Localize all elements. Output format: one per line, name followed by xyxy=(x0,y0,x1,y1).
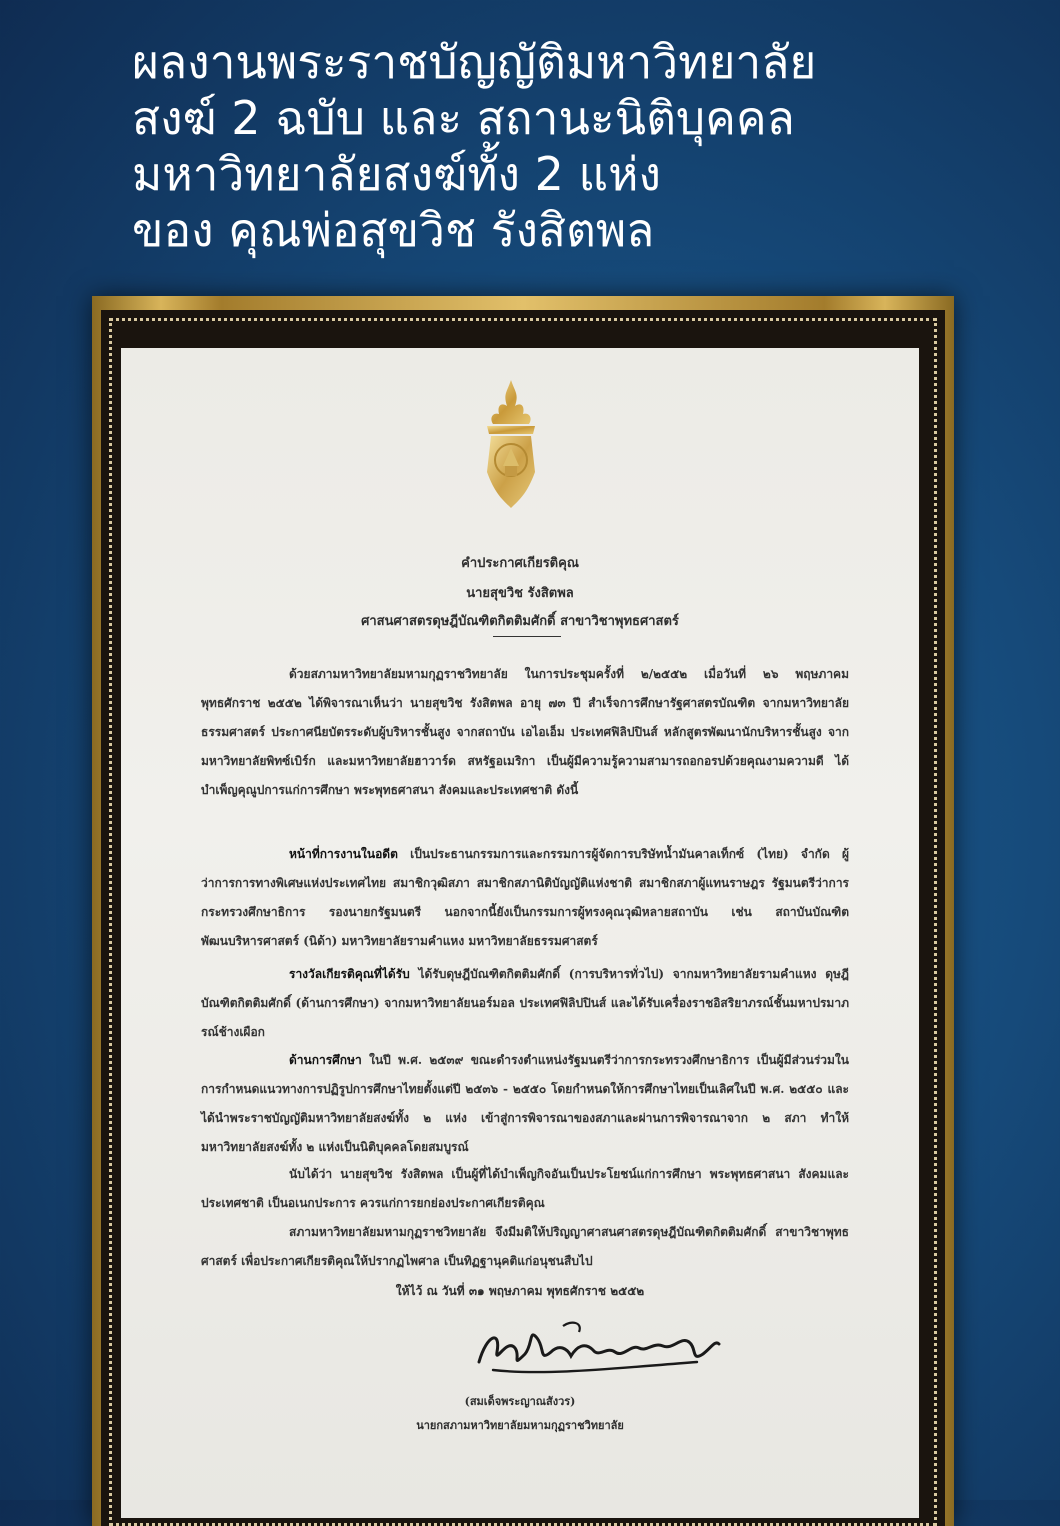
headline xyxy=(132,34,1012,258)
paragraph-career-lead: หน้าที่การงานในอดีต xyxy=(289,847,398,861)
paragraph-resolution-text: สภามหาวิทยาลัยมหามกุฏราชวิทยาลัย จึงมีมติให้ปริญญาศาสนศาสตรดุษฎีบัณฑิตกิตติมศักดิ์ สาขาวิชาพุทธศาสตร์ เพื่อประกาศเกียรติคุณให้ปรากฏไพศาล เป็นทิฏฐานุคติแก่อนุชนสืบไป xyxy=(201,1225,849,1268)
certificate-degree: ศาสนศาสตรดุษฎีบัณฑิตกิตติมศักดิ์ สาขาวิชาพุทธศาสตร์ xyxy=(361,614,679,629)
headline-line-3: มหาวิทยาลัยสงฆ์ทั้ง 2 แห่ง xyxy=(132,147,661,201)
headline-line-1: ผลงานพระราชบัญญัติมหาวิทยาลัย xyxy=(132,35,817,89)
paragraph-intro xyxy=(201,660,849,805)
paragraph-education xyxy=(201,1046,849,1162)
paragraph-career xyxy=(201,840,849,956)
paragraph-education-text: ในปี พ.ศ. ๒๕๓๙ ขณะดำรงตำแหน่งรัฐมนตรีว่าการกระทรวงศึกษาธิการ เป็นผู้มีส่วนร่วมในการกำหนดแนวทางการปฏิรูปการศึกษาไทยตั้งแต่ปี ๒๕๓๖ - ๒๕๕๐ โดยกำหนดให้การศึกษาไทยเป็นเลิศในปี พ.ศ. ๒๕๕๐ และได้นำพระราชบัญญัติมหาวิทยาลัยสงฆ์ทั้ง ๒ แห่ง เข้าสู่การพิจารณาของสภาและผ่านการพิจารณาจาก ๒ สภา ทำให้มหาวิทยาลัยสงฆ์ทั้ง ๒ แห่งเป็นนิติบุคคลโดยสมบูรณ์ xyxy=(201,1053,849,1154)
paragraph-education-lead: ด้านการศึกษา xyxy=(289,1053,362,1067)
headline-line-2: สงฆ์ 2 ฉบับ และ สถานะนิติบุคคล xyxy=(132,91,795,145)
paragraph-awards-lead: รางวัลเกียรติคุณที่ได้รับ xyxy=(289,967,410,981)
paragraph-resolution xyxy=(201,1218,849,1276)
picture-frame xyxy=(92,296,954,1526)
headline-line-4: ของ คุณพ่อสุขวิช รังสิตพล xyxy=(132,203,655,257)
paragraph-awards xyxy=(201,960,849,1047)
university-seal-icon xyxy=(463,376,559,512)
paragraph-summary xyxy=(201,1160,849,1218)
issue-date: ให้ไว้ ณ วันที่ ๓๑ พฤษภาคม พุทธศักราช ๒๕๕๒ xyxy=(395,1284,645,1298)
paragraph-intro-text: ด้วยสภามหาวิทยาลัยมหามกุฏราชวิทยาลัย ในการประชุมครั้งที่ ๒/๒๕๕๒ เมื่อวันที่ ๒๖ พฤษภาคม พุทธศักราช ๒๕๕๒ ได้พิจารณาเห็นว่า นายสุขวิช รังสิตพล อายุ ๗๓ ปี สำเร็จการศึกษารัฐศาสตรบัณฑิต จากมหาวิทยาลัยธรรมศาสตร์ ประกาศนียบัตรระดับผู้บริหารชั้นสูง จากสถาบัน เอไอเอ็ม ประเทศฟิลิปปินส์ หลักสูตรพัฒนานักบริหารชั้นสูง จากมหาวิทยาลัยพิทซ์เบิร์ก และมหาวิทยาลัยฮาวาร์ด สหรัฐอเมริกา เป็นผู้มีความรู้ความสามารถอกอรปด้วยคุณงามความดี ได้บำเพ็ญคุณูปการแก่การศึกษา พระพุทธศาสนา สังคมและประเทศชาติ ดังนี้ xyxy=(201,667,849,797)
certificate-paper xyxy=(121,348,919,1518)
handwritten-signature xyxy=(467,1318,727,1384)
paragraph-awards-text: ได้รับดุษฎีบัณฑิตกิตติมศักดิ์ (การบริหารทั่วไป) จากมหาวิทยาลัยรามคำแหง ดุษฎีบัณฑิตกิตติมศักดิ์ (ด้านการศึกษา) จากมหาวิทยาลัยนอร์มอล ประเทศฟิลิปปินส์ และได้รับเครื่องราชอิสริยาภรณ์ชั้นมหาปรมาภรณ์ช้างเผือก xyxy=(201,967,849,1039)
signer-title: นายกสภามหาวิทยาลัยมหามกุฏราชวิทยาลัย xyxy=(416,1419,624,1432)
divider-rule xyxy=(493,636,561,637)
certificate-heading: คำประกาศเกียรติคุณ xyxy=(461,556,579,571)
paragraph-summary-text: นับได้ว่า นายสุขวิช รังสิตพล เป็นผู้ที่ได้บำเพ็ญกิจอันเป็นประโยชน์แก่การศึกษา พระพุทธศาสนา สังคมและประเทศชาติ เป็นอเนกประการ ควรแก่การยกย่องประกาศเกียรติคุณ xyxy=(201,1167,849,1210)
paragraph-career-text: เป็นประธานกรรมการและกรรมการผู้จัดการบริษัทน้ำมันคาลเท็กซ์ (ไทย) จำกัด ผู้ว่าการการทางพิเศษแห่งประเทศไทย สมาชิกวุฒิสภา สมาชิกสภานิติบัญญัติแห่งชาติ สมาชิกสภาผู้แทนราษฎร รัฐมนตรีว่าการกระทรวงศึกษาธิการ รองนายกรัฐมนตรี นอกจากนี้ยังเป็นกรรมการผู้ทรงคุณวุฒิหลายสถาบัน เช่น สถาบันบัณฑิตพัฒนบริหารศาสตร์ (นิด้า) มหาวิทยาลัยรามคำแหง มหาวิทยาลัยธรรมศาสตร์ xyxy=(201,847,849,948)
certificate-recipient: นายสุขวิช รังสิตพล xyxy=(466,586,574,601)
frame-inner-border xyxy=(101,310,945,1526)
signer-name: (สมเด็จพระญาณสังวร) xyxy=(464,1395,576,1408)
